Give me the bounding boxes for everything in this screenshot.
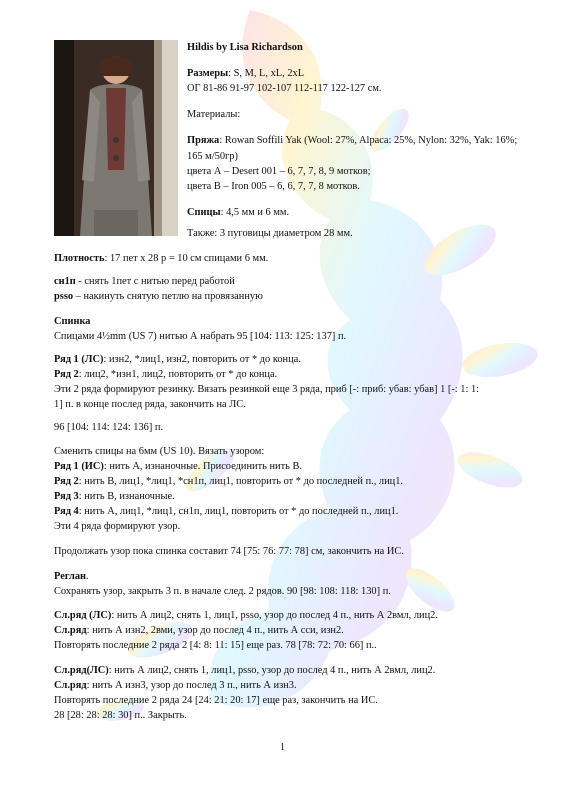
rib-row1-label: Ряд 1 (ЛС) <box>54 354 104 365</box>
yarn-value: : Rowan Soffili Yak (Wool: 27%, Alpaca: 25%, Nylon: 32%, Yak: 16%; 165 м/50гр) <box>187 135 518 162</box>
pattern-row4-label: Ряд 4 <box>54 506 79 517</box>
back-cast-on: Спицами 4½mm (US 7) нитью А набрать 95 [104: 113: 125: 137] п. <box>54 331 347 342</box>
raglan-b1-label: Сл.ряд(ЛС) <box>54 665 109 676</box>
raglan-a-repeat: Повторять последние 2 ряда 2 [4: 8: 11: 15] еще раз. 78 [78: 72: 70: 66] п.. <box>54 640 377 651</box>
needles-value: : 4,5 мм и 6 мм. <box>220 207 290 218</box>
raglan-final: 28 [28: 28: 28: 30] п.. Закрыть. <box>54 710 187 721</box>
color-a: цвета А – Desert 001 – 6, 7, 7, 8, 9 мотков; <box>187 166 371 177</box>
raglan-b2-label: Сл.ряд <box>54 680 87 691</box>
stitch-count: 96 [104: 114: 124: 136] п. <box>54 422 164 433</box>
rib-row1-text: : изн2, *лиц1, изн2, повторить от * до конца. <box>103 354 301 365</box>
continue-instruction: Продолжать узор пока спинка составит 74 [75: 76: 77: 78] см, закончить на ИС. <box>54 546 404 557</box>
pattern-row3-text: : нить В, изнаночные. <box>78 491 175 502</box>
page-number: 1 <box>280 742 285 753</box>
bust-sizes: ОГ 81-86 91-97 102-107 112-117 122-127 см. <box>187 83 382 94</box>
materials-heading: Материалы: <box>187 109 241 120</box>
buttons-note: Также: 3 пуговицы диаметром 28 мм. <box>187 228 353 239</box>
raglan-heading: Реглан <box>54 571 87 582</box>
change-needles: Сменить спицы на 6мм (US 10). Вязать узором: <box>54 446 265 457</box>
pattern-row4-text: : нить А, лиц1, *лиц1, сн1п, лиц1, повторить от * до последней п., лиц1. <box>78 506 399 517</box>
abbr-psso-label: psso <box>54 291 74 302</box>
pattern-note: Эти 4 ряда формируют узор. <box>54 521 181 532</box>
pattern-row1-label: Ряд 1 (ИС) <box>54 461 104 472</box>
needles-label: Спицы <box>187 207 221 218</box>
raglan-b-repeat: Повторять последние 2 ряда 24 [24: 21: 20: 17] еще раз, закончить на ИС. <box>54 695 378 706</box>
yarn-label: Пряжа <box>187 135 220 146</box>
pattern-row3-label: Ряд 3 <box>54 491 79 502</box>
color-b: цвета В – Iron 005 – 6, 6, 7, 7, 8 мотков. <box>187 181 360 192</box>
raglan-a2-label: Сл.ряд <box>54 625 87 636</box>
sizes-label: Размеры <box>187 68 229 79</box>
abbr-psso-text: – накинуть снятую петлю на провязанную <box>73 291 263 302</box>
rib-row2-label: Ряд 2 <box>54 369 79 380</box>
rib-note-line1: Эти 2 ряда формируют резинку. Вязать резинкой еще 3 ряда, приб [-: приб: убав: убав] 1 [-: 1: 1: <box>54 384 480 395</box>
pattern-row2-text: : нить В, лиц1, *лиц1, *сн1п, лиц1, повторить от * до последней п., лиц1. <box>78 476 404 487</box>
back-heading: Спинка <box>54 316 91 327</box>
pattern-row1-text: : нить А, изнаночные. Присоединить нить В. <box>103 461 302 472</box>
pattern-title: Hildis by Lisa Richardson <box>187 42 303 53</box>
rib-note-line2: 1] п. в конце послед ряда, закончить на ЛС. <box>54 399 246 410</box>
gauge-value: : 17 пет х 28 р = 10 см спицами 6 мм. <box>104 253 269 264</box>
raglan-a1-text: : нить А лиц2, снять 1, лиц1, psso, узор до послед 4 п., нить А 2вмл, лиц2. <box>111 610 438 621</box>
raglan-b1-text: : нить А лиц2, снять 1, лиц1, psso, узор до послед 4 п., нить А 2вмл, лиц2. <box>108 665 436 676</box>
abbr-sn1p-text: - снять 1пет с нитью перед работой <box>75 276 235 287</box>
rib-row2-text: : лиц2, *изн1, лиц2, повторить от * до конца. <box>78 369 278 380</box>
pattern-row2-label: Ряд 2 <box>54 476 79 487</box>
abbr-sn1p-label: сн1п <box>54 276 76 287</box>
raglan-a2-text: : нить А изн2, 2вми, узор до послед 4 п., нить А сси, изн2. <box>86 625 344 636</box>
raglan-b2-text: : нить А изн3, узор до послед 3 п., нить А изн3. <box>86 680 297 691</box>
raglan-a1-label: Сл.ряд (ЛС) <box>54 610 112 621</box>
gauge-label: Плотность <box>54 253 105 264</box>
sizes-value: : S, M, L, xL, 2xL <box>228 68 305 79</box>
raglan-intro: Сохранять узор, закрыть 3 п. в начале след. 2 рядов. 90 [98: 108: 118: 130] п. <box>54 586 391 597</box>
product-photo <box>54 40 178 236</box>
